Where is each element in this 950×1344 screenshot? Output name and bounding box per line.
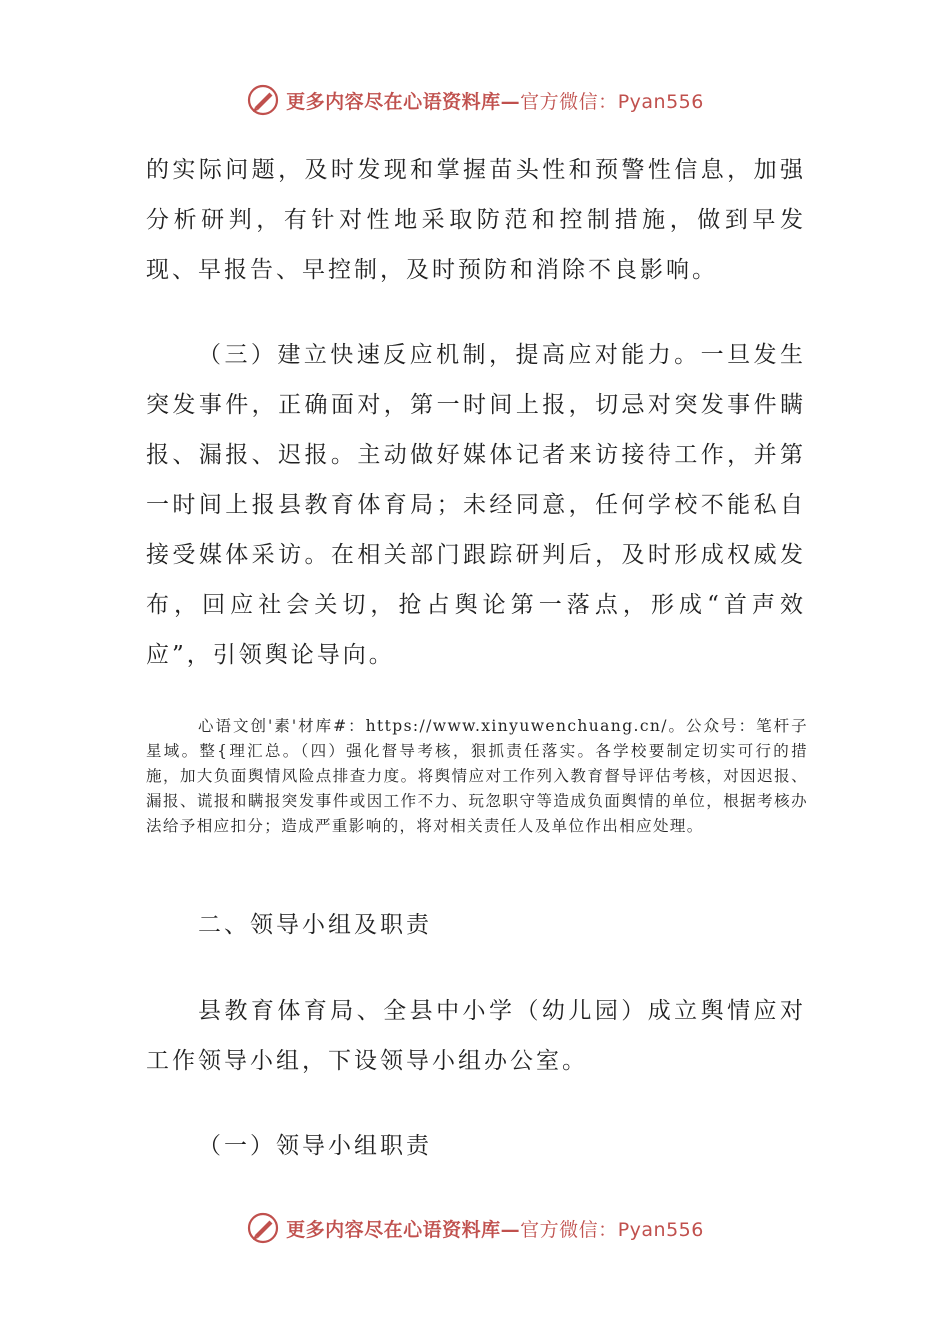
footer-banner	[0, 1208, 950, 1248]
banner-title: 更多内容尽在心语资料库	[286, 1218, 501, 1241]
header-banner	[0, 80, 950, 120]
banner-wechat-id: Pyan556	[617, 1218, 704, 1241]
paragraph-section-four: 心语文创'素'材库#：https://www.xinyuwenchuang.cn/。公众号：笔杆子星域。整{理汇总。（四）强化督导考核，狠抓责任落实。各学校要制定切实可行的措施，加大负面舆情风险点排查力度。将舆情应对工作列入教育督导评估考核，对因迟报、漏报、谎报和瞒报突发事件或因工作不力、玩忽职守等造成负面舆情的单位，根据考核办法给予相应扣分；造成严重影响的，将对相关责任人及单位作出相应处理。	[146, 717, 808, 835]
paragraph-continuation: 的实际问题，及时发现和掌握苗头性和预警性信息，加强分析研判，有针对性地采取防范和控制措施，做到早发现、早报告、早控制，及时预防和消除不良影响。	[146, 157, 806, 283]
pen-logo-icon	[246, 1211, 280, 1245]
banner-dash: —	[500, 1218, 521, 1241]
banner-wechat-label: 官方微信：	[520, 90, 618, 113]
banner-wechat-id: Pyan556	[617, 90, 704, 113]
banner-dash: —	[500, 90, 521, 113]
paragraph-leadership: 县教育体育局、全县中小学（幼儿园）成立舆情应对工作领导小组，下设领导小组办公室。	[146, 998, 806, 1074]
paragraph-section-three: （三）建立快速反应机制，提高应对能力。一旦发生突发事件，正确面对，第一时间上报，切忌对突发事件瞒报、漏报、迟报。主动做好媒体记者来访接待工作，并第一时间上报县教育体育局；未经同意，任何学校不能私自接受媒体采访。在相关部门跟踪研判后，及时形成权威发布，回应社会关切，抢占舆论第一落点，形成“首声效应”，引领舆论导向。	[146, 342, 806, 668]
section-heading-two: 二、领导小组及职责	[198, 912, 432, 938]
pen-logo-icon	[246, 83, 280, 117]
banner-title: 更多内容尽在心语资料库	[286, 90, 501, 113]
subsection-heading-one: （一）领导小组职责	[198, 1133, 432, 1159]
banner-wechat-label: 官方微信：	[520, 1218, 618, 1241]
